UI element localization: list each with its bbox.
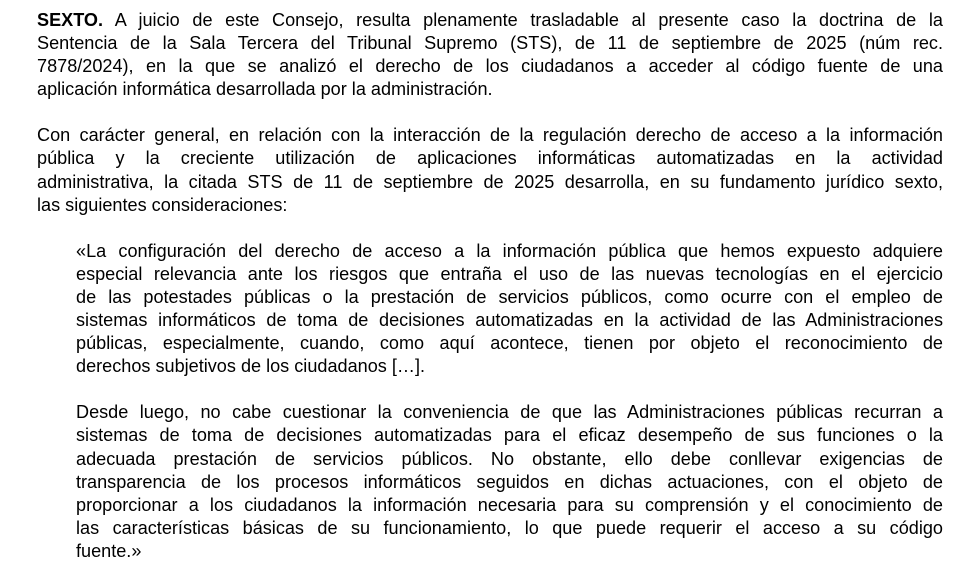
text-line: Desde luego, no cabe cuestionar la conveniencia de que las Administraciones públicas recurran a (76, 402, 943, 423)
text-line: de las potestades públicas o la prestación de servicios públicos, como ocurre con el empleo de (76, 286, 943, 307)
paragraph-sexto (37, 9, 943, 101)
text-line: especial relevancia ante los riesgos que entraña el uso de las nuevas tecnologías en el ejercicio (76, 263, 943, 284)
text-line: Con carácter general, en relación con la interacción de la regulación derecho de acceso a la información (37, 125, 943, 146)
text-line: pública y la creciente utilización de aplicaciones informáticas automatizadas en la actividad (37, 148, 943, 169)
text-line: aplicación informática desarrollada por la administración. (37, 79, 493, 100)
section-heading: SEXTO. (37, 10, 104, 30)
text-line: sistemas de toma de decisiones automatizadas para el eficaz desempeño de sus funciones o la (76, 425, 943, 446)
text-line-content: A juicio de este Consejo, resulta plenamente trasladable al presente caso la doctrina de la (103, 10, 943, 30)
text-line: adecuada prestación de servicios públicos. No obstante, ello debe conllevar exigencias de (76, 448, 943, 469)
document-body (37, 9, 943, 586)
quote-paragraph-1 (76, 240, 943, 379)
quote-paragraph-2 (76, 401, 943, 563)
text-line: proporcionar a los ciudadanos la información necesaria para su comprensión y el conocimiento de (76, 494, 943, 515)
text-line: las características básicas de su funcionamiento, lo que puede requerir el acceso a su código (76, 517, 943, 538)
text-line: fuente.» (76, 540, 142, 561)
text-line: públicas, especialmente, cuando, como aquí acontece, tienen por objeto el reconocimiento de (76, 333, 943, 354)
text-line: 7878/2024), en la que se analizó el derecho de los ciudadanos a acceder al código fuente de una (37, 56, 943, 77)
text-line: derechos subjetivos de los ciudadanos […]. (76, 356, 426, 377)
text-line: las siguientes consideraciones: (37, 194, 288, 215)
text-line: «La configuración del derecho de acceso a la información pública que hemos expuesto adquiere (76, 240, 943, 261)
text-line: sistemas informáticos de toma de decisiones automatizadas en la actividad de las Administraciones (76, 310, 943, 331)
text-line: administrativa, la citada STS de 11 de septiembre de 2025 desarrolla, en su fundamento jurídico sexto, (37, 171, 943, 192)
text-line: Sentencia de la Sala Tercera del Tribunal Supremo (STS), de 11 de septiembre de 2025 (núm rec. (37, 33, 943, 54)
block-quote (76, 240, 943, 563)
paragraph-general (37, 124, 943, 216)
text-line (37, 9, 943, 32)
text-line: transparencia de los procesos informáticos seguidos en dichas actuaciones, con el objeto de (76, 471, 943, 492)
